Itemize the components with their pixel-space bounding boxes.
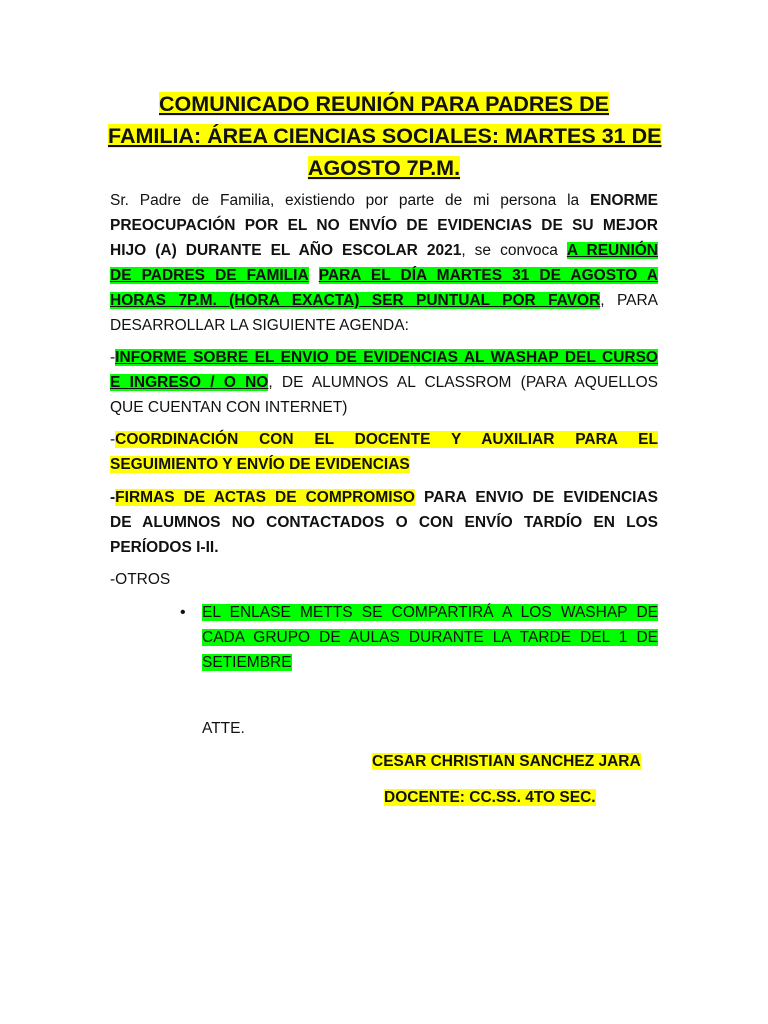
title-line-1: COMUNICADO REUNIÓN PARA PADRES DE <box>159 92 609 116</box>
agenda-item-4 <box>110 567 658 592</box>
agenda-text: -OTROS <box>110 571 171 588</box>
agenda-text: PARA ENVIO DE EVIDENCIAS <box>414 489 658 506</box>
agenda-text: DE ALUMNOS NO CONTACTADOS O CON ENVÍO TARDÍO EN LOS <box>110 514 658 531</box>
signature-role <box>384 787 596 809</box>
agenda-dash: - <box>110 349 116 366</box>
bullet-highlight: EL ENLASE METTS SE COMPARTIRÁ A LOS WASHAP DE <box>202 604 658 621</box>
agenda-text: QUE CUENTAN CON INTERNET) <box>110 399 348 416</box>
agenda-highlight: COORDINACIÓN CON EL DOCENTE Y AUXILIAR PARA EL <box>115 431 658 448</box>
meeting-highlight: DE PADRES DE FAMILIA <box>110 267 309 284</box>
intro-text: Sr. Padre de Familia, existiendo por parte de mi persona la <box>110 192 590 209</box>
agenda-item-3 <box>110 485 658 560</box>
intro-emphasis: PREOCUPACIÓN POR EL NO ENVÍO DE EVIDENCIAS DE SU MEJOR <box>110 217 658 234</box>
signature-name <box>372 751 641 773</box>
intro-emphasis: HIJO (A) DURANTE EL AÑO ESCOLAR 2021 <box>110 242 462 259</box>
agenda-highlight: SEGUIMIENTO Y ENVÍO DE EVIDENCIAS <box>110 456 410 473</box>
intro-text: DESARROLLAR LA SIGUIENTE AGENDA: <box>110 317 409 334</box>
signature-role-text: DOCENTE: CC.SS. 4TO SEC. <box>384 789 596 806</box>
intro-text: , se convoca <box>461 242 567 259</box>
bullet-icon: • <box>180 604 186 621</box>
agenda-text: PERÍODOS I-II. <box>110 539 219 556</box>
agenda-dash: - <box>110 489 116 506</box>
meeting-time-highlight: HORAS 7P.M. (HORA EXACTA) SER PUNTUAL POR FAVOR <box>110 292 601 309</box>
agenda-item-1 <box>110 345 658 420</box>
closing-atte: ATTE. <box>202 720 245 737</box>
agenda-highlight: FIRMAS DE ACTAS DE COMPROMISO <box>115 489 415 506</box>
title-line-2: FAMILIA: ÁREA CIENCIAS SOCIALES: MARTES 31 DE <box>108 124 662 148</box>
document-title <box>108 88 660 184</box>
meeting-date-highlight: PARA EL DÍA MARTES 31 DE AGOSTO A <box>318 267 658 284</box>
agenda-text: , DE ALUMNOS AL CLASSROM (PARA AQUELLOS <box>268 374 658 391</box>
intro-text: , PARA <box>600 292 659 309</box>
agenda-dash: - <box>110 431 116 448</box>
bullet-highlight: SETIEMBRE <box>202 654 292 671</box>
title-line-3: AGOSTO 7P.M. <box>307 156 461 180</box>
agenda-highlight: INFORME SOBRE EL ENVIO DE EVIDENCIAS AL WASHAP DEL CURSO <box>115 349 658 366</box>
intro-emphasis: ENORME <box>589 192 658 209</box>
bullet-highlight: CADA GRUPO DE AULAS DURANTE LA TARDE DEL 1 DE <box>202 629 658 646</box>
agenda-item-2 <box>110 427 658 477</box>
meeting-highlight: A REUNIÓN <box>566 242 659 259</box>
intro-paragraph <box>110 188 658 338</box>
signature-name-text: CESAR CHRISTIAN SANCHEZ JARA <box>372 753 641 770</box>
agenda-highlight: E INGRESO / O NO <box>110 374 269 391</box>
